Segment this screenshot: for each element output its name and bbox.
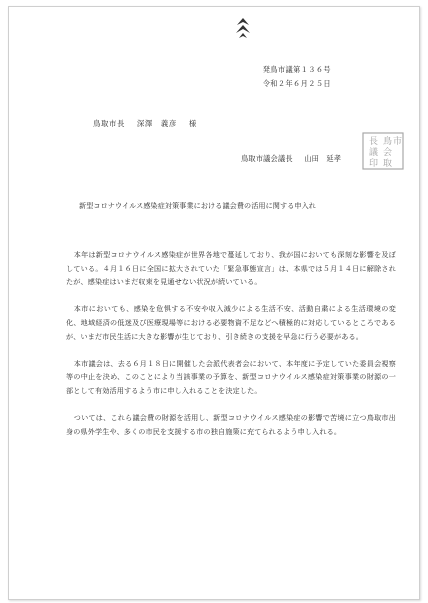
addressee-honorific: 様	[188, 119, 197, 128]
addressee-name: 深澤 義彦	[136, 119, 177, 128]
svg-text:印: 印	[369, 159, 379, 169]
paragraph: 本市議会は、去る６月１８日に開催した会派代表者会において、本年度に予定していた委員会視察等の中止を決め、このことにより当該事業の予算を、新型コロナウイルス感染症対策事業の財源の一部として有効活用するよう市に申し入れることを決定した。	[66, 358, 396, 395]
document-number: 発鳥市議第１３６号	[262, 65, 331, 74]
body-text	[66, 248, 396, 452]
svg-text:取: 取	[383, 159, 393, 169]
sender	[241, 154, 350, 164]
document-date: 令和２年６月２５日	[262, 79, 331, 88]
paragraph: ついては、これら議会費の財源を活用し、新型コロナウイルス感染症の影響で苦境に立つ鳥取市出身の県外学生や、多くの市民を支援する市の独自施策に充てられるよう申し入れる。	[66, 413, 396, 436]
svg-text:会: 会	[383, 148, 393, 158]
sender-title: 鳥取市議会議長	[241, 154, 293, 163]
svg-text:議: 議	[369, 148, 379, 158]
paragraph: 本年は新型コロナウイルス感染症が世界各地で蔓延しており、我が国においても深刻な影響を及ぼしている。４月１６日に全国に拡大されていた「緊急事態宣言」は、本県では５月１４日に解除されたが、感染症はいまだ収束を見通せない状況が続いている。	[66, 250, 396, 287]
sender-name: 山田 延孝	[304, 154, 342, 163]
addressee-title: 鳥取市長	[93, 119, 125, 128]
document-page	[8, 6, 420, 600]
addressee	[93, 118, 206, 129]
svg-text:鳥: 鳥	[383, 137, 393, 147]
svg-text:市: 市	[393, 137, 403, 147]
official-seal-stamp	[361, 131, 405, 171]
paragraph: 本市においても、感染を危惧する不安や収入減少による生活不安、活動自粛による生活環境の変化、地域経済の低迷及び医療現場等における必要物資不足などへ積極的に対応しているところであるが、いまだ市民生活に大きな影響が生じており、引き続きの支援を早急に行う必要がある。	[66, 304, 396, 341]
subject-line: 新型コロナウイルス感染症対策事業における議会費の活用に関する申入れ	[79, 201, 316, 210]
svg-text:長: 長	[369, 137, 379, 147]
city-crest-icon	[235, 17, 251, 39]
